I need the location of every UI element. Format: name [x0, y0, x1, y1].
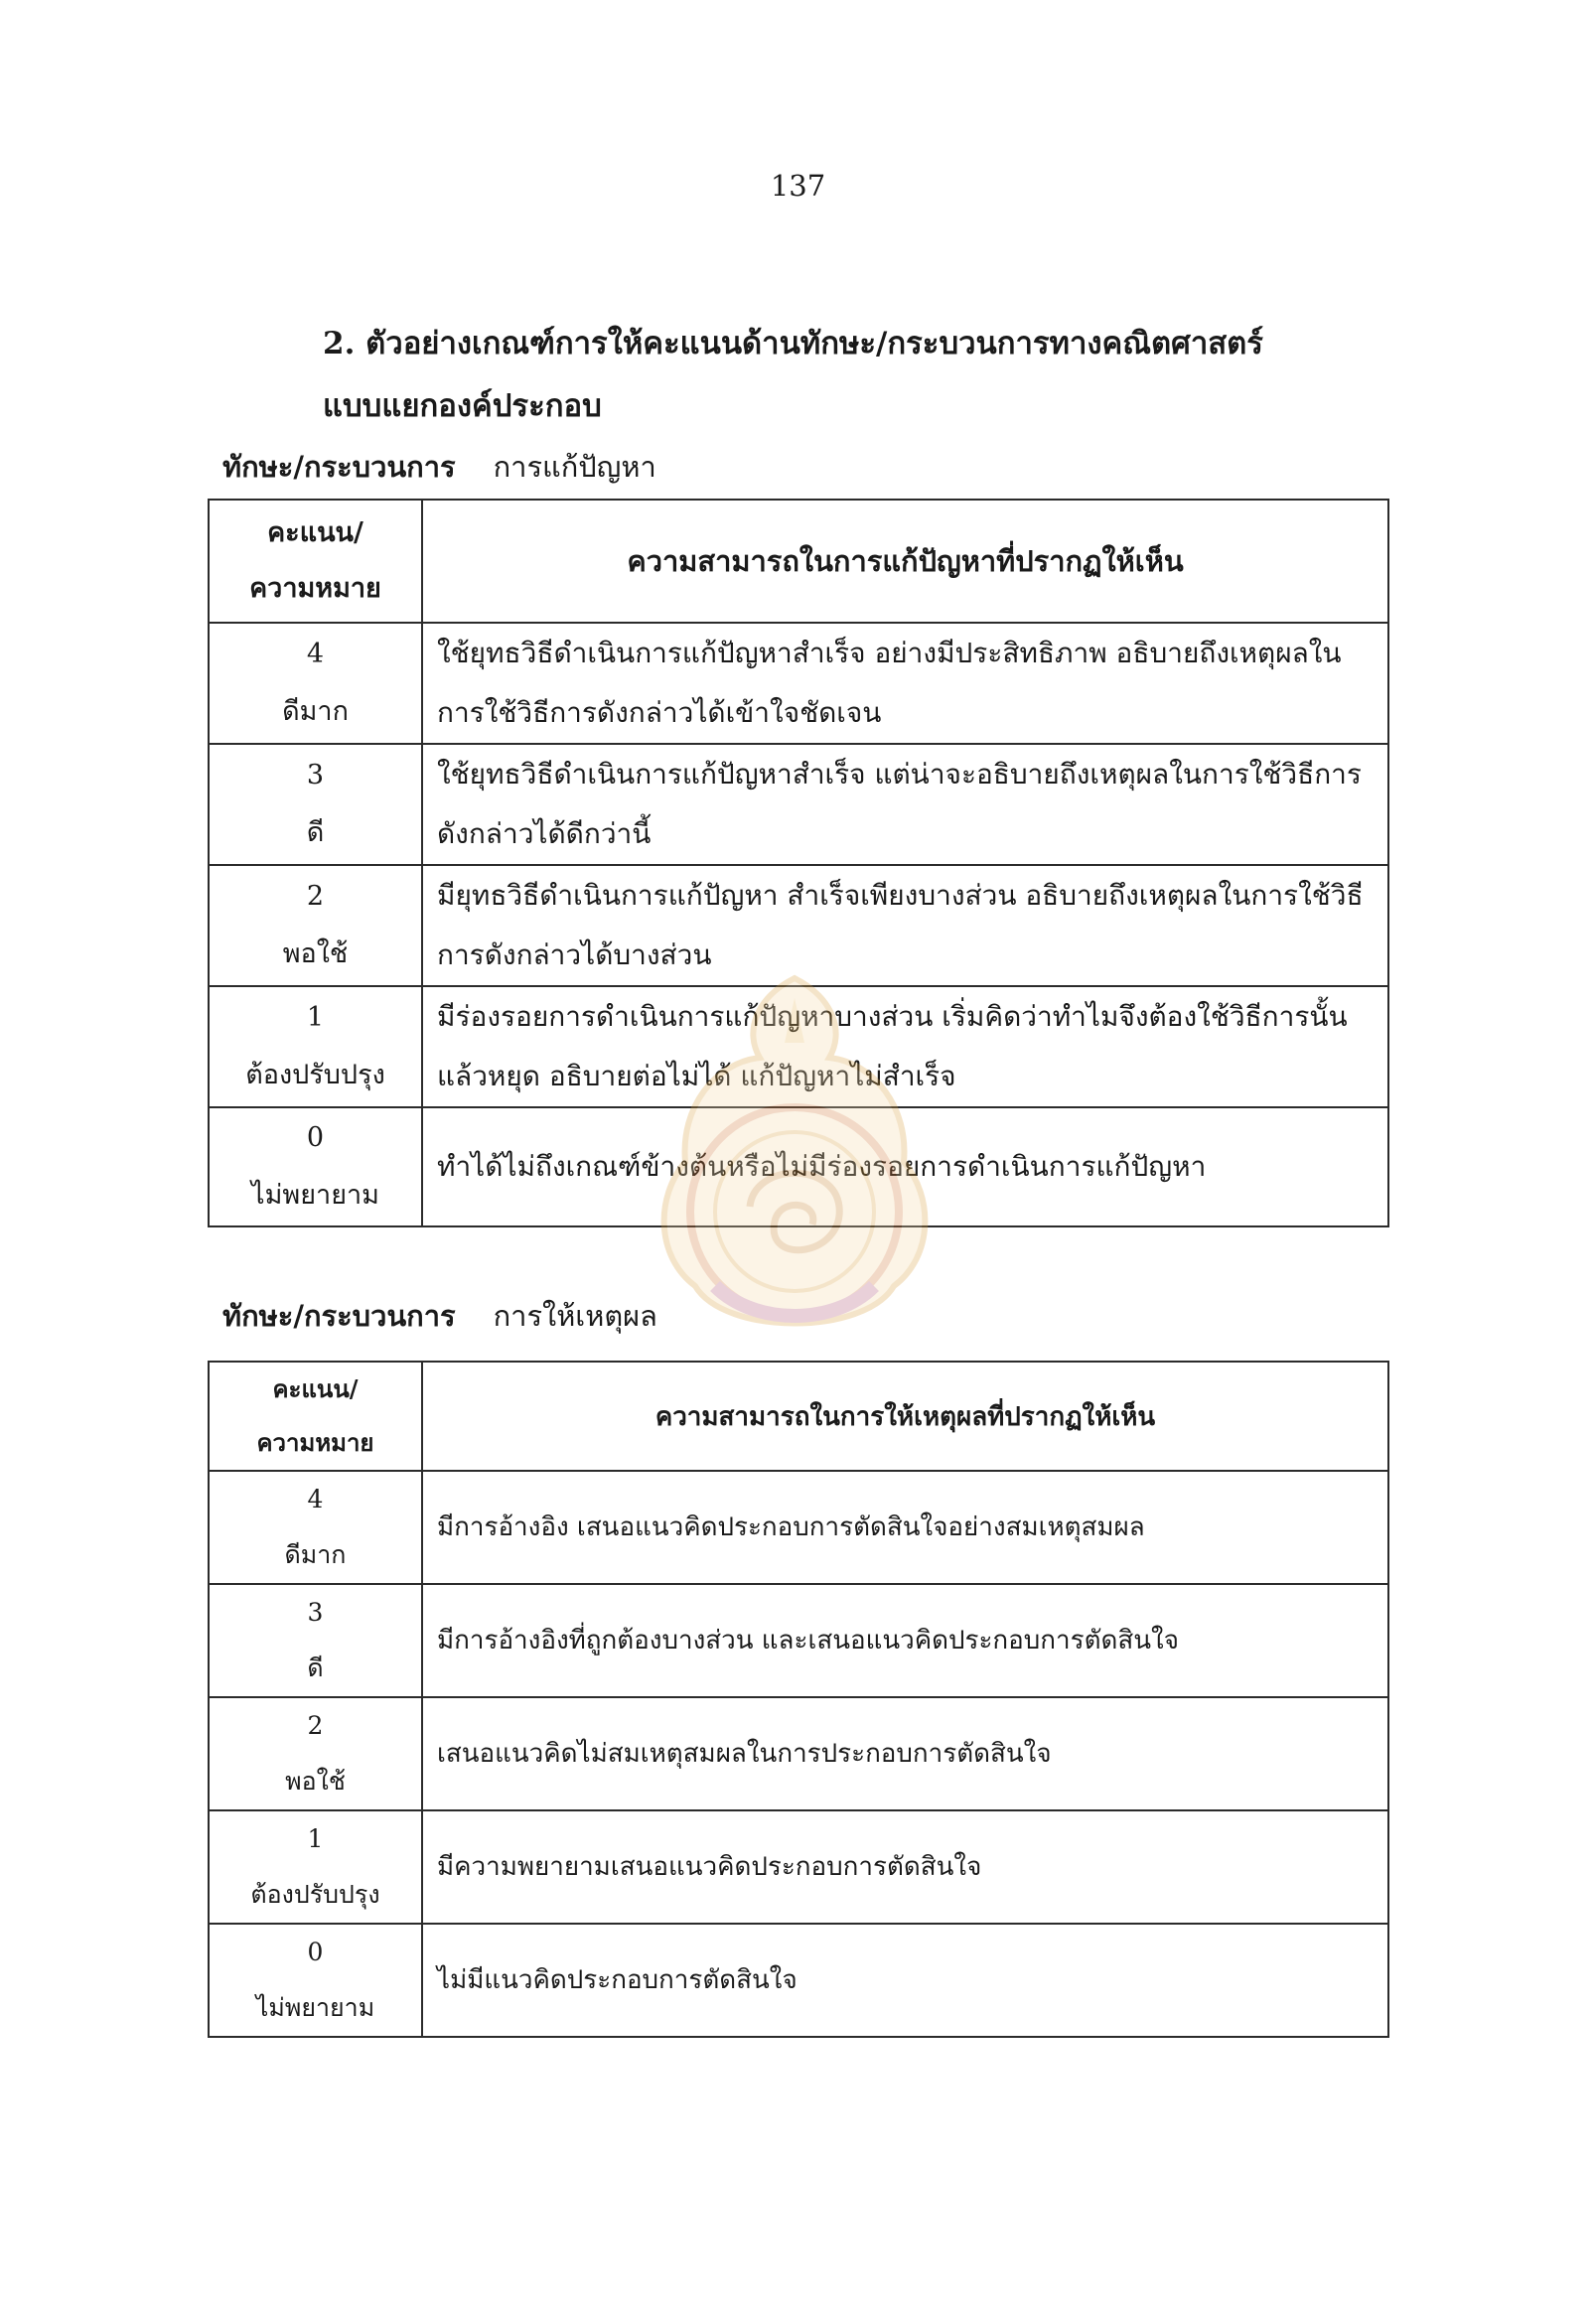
description-cell: เสนอแนวคิดไม่สมเหตุสมผลในการประกอบการตัดสินใจ [422, 1697, 1388, 1810]
header-description: ความสามารถในการให้เหตุผลที่ปรากฏให้เห็น [422, 1362, 1388, 1471]
score-cell [209, 1924, 422, 2037]
score-value: 0 [306, 1122, 325, 1153]
score-cell [209, 865, 422, 986]
description-cell: มีการอ้างอิง เสนอแนวคิดประกอบการตัดสินใจอย่างสมเหตุสมผล [422, 1471, 1388, 1584]
table-row [209, 1924, 1388, 2037]
skill-value: การให้เหตุผล [493, 1299, 657, 1333]
description-cell: ใช้ยุทธวิธีดำเนินการแก้ปัญหาสำเร็จ อย่างมีประสิทธิภาพ อธิบายถึงเหตุผลในการใช้วิธีการดังกล่าวได้เข้าใจชัดเจน [422, 623, 1388, 744]
score-meaning: ต้องปรับปรุง [250, 1880, 380, 1909]
description-cell: มีความพยายามเสนอแนวคิดประกอบการตัดสินใจ [422, 1810, 1388, 1924]
score-cell [209, 986, 422, 1107]
description-cell: ทำได้ไม่ถึงเกณฑ์ข้างต้นหรือไม่มีร่องรอยการดำเนินการแก้ปัญหา [422, 1107, 1388, 1226]
score-value: 4 [306, 639, 325, 669]
score-meaning: พอใช้ [282, 938, 349, 969]
score-value: 2 [306, 881, 325, 912]
table-row [209, 1471, 1388, 1584]
description-cell: ใช้ยุทธวิธีดำเนินการแก้ปัญหาสำเร็จ แต่น่าจะอธิบายถึงเหตุผลในการใช้วิธีการดังกล่าวได้ดีกว่านี้ [422, 744, 1388, 865]
score-value: 4 [307, 1485, 324, 1513]
score-cell [209, 1107, 422, 1226]
description-cell: มีการอ้างอิงที่ถูกต้องบางส่วน และเสนอแนวคิดประกอบการตัดสินใจ [422, 1584, 1388, 1697]
rubric-table-problem-solving [208, 499, 1389, 1227]
score-meaning: ดีมาก [282, 696, 349, 727]
score-cell [209, 1584, 422, 1697]
header-score-label: คะแนน/ [267, 517, 363, 548]
skill-value: การแก้ปัญหา [493, 450, 656, 484]
score-cell [209, 623, 422, 744]
score-meaning: ต้องปรับปรุง [245, 1060, 385, 1090]
score-value: 2 [307, 1711, 324, 1740]
section-heading: 2. ตัวอย่างเกณฑ์การให้คะแนนด้านทักษะ/กระบวนการทางคณิตศาสตร์ [323, 326, 1263, 361]
score-cell [209, 744, 422, 865]
header-description: ความสามารถในการแก้ปัญหาที่ปรากฏให้เห็น [422, 500, 1388, 623]
skill-label: ทักษะ/กระบวนการ [222, 450, 456, 484]
score-meaning: ดีมาก [284, 1540, 347, 1569]
score-value: 0 [307, 1938, 324, 1966]
score-value: 3 [307, 1598, 324, 1627]
skill-line-problem-solving [222, 444, 656, 490]
table-row [209, 1810, 1388, 1924]
score-value: 1 [306, 1002, 325, 1033]
score-meaning: ไม่พยายาม [255, 1993, 375, 2022]
description-cell: มียุทธวิธีดำเนินการแก้ปัญหา สำเร็จเพียงบางส่วน อธิบายถึงเหตุผลในการใช้วิธีการดังกล่าวได้บางส่วน [422, 865, 1388, 986]
table-row [209, 623, 1388, 744]
score-meaning: ไม่พยายาม [251, 1180, 379, 1211]
header-score-meaning [209, 500, 422, 623]
page-number: 137 [770, 169, 826, 203]
table-row [209, 986, 1388, 1107]
score-cell [209, 1697, 422, 1810]
section-subheading: แบบแยกองค์ประกอบ [323, 388, 602, 424]
score-meaning: ดี [307, 1654, 324, 1682]
score-meaning: ดี [306, 817, 325, 848]
description-cell: ไม่มีแนวคิดประกอบการตัดสินใจ [422, 1924, 1388, 2037]
table-header-row [209, 1362, 1388, 1471]
rubric-table-reasoning [208, 1361, 1389, 2038]
description-cell: มีร่องรอยการดำเนินการแก้ปัญหาบางส่วน เริ่มคิดว่าทำไมจึงต้องใช้วิธีการนั้นแล้วหยุด อธิบายต่อไม่ได้ แก้ปัญหาไม่สำเร็จ [422, 986, 1388, 1107]
header-score-meaning [209, 1362, 422, 1471]
table-row [209, 1584, 1388, 1697]
table-row [209, 1107, 1388, 1226]
header-meaning-label: ความหมาย [256, 1428, 374, 1457]
score-value: 3 [306, 760, 325, 791]
score-value: 1 [307, 1824, 324, 1853]
score-cell [209, 1810, 422, 1924]
table-row [209, 865, 1388, 986]
score-cell [209, 1471, 422, 1584]
table-header-row [209, 500, 1388, 623]
skill-line-reasoning [222, 1293, 657, 1339]
score-meaning: พอใช้ [285, 1767, 346, 1796]
header-score-label: คะแนน/ [272, 1374, 359, 1403]
skill-label: ทักษะ/กระบวนการ [222, 1299, 456, 1333]
table-row [209, 744, 1388, 865]
table-row [209, 1697, 1388, 1810]
header-meaning-label: ความหมาย [249, 573, 381, 604]
